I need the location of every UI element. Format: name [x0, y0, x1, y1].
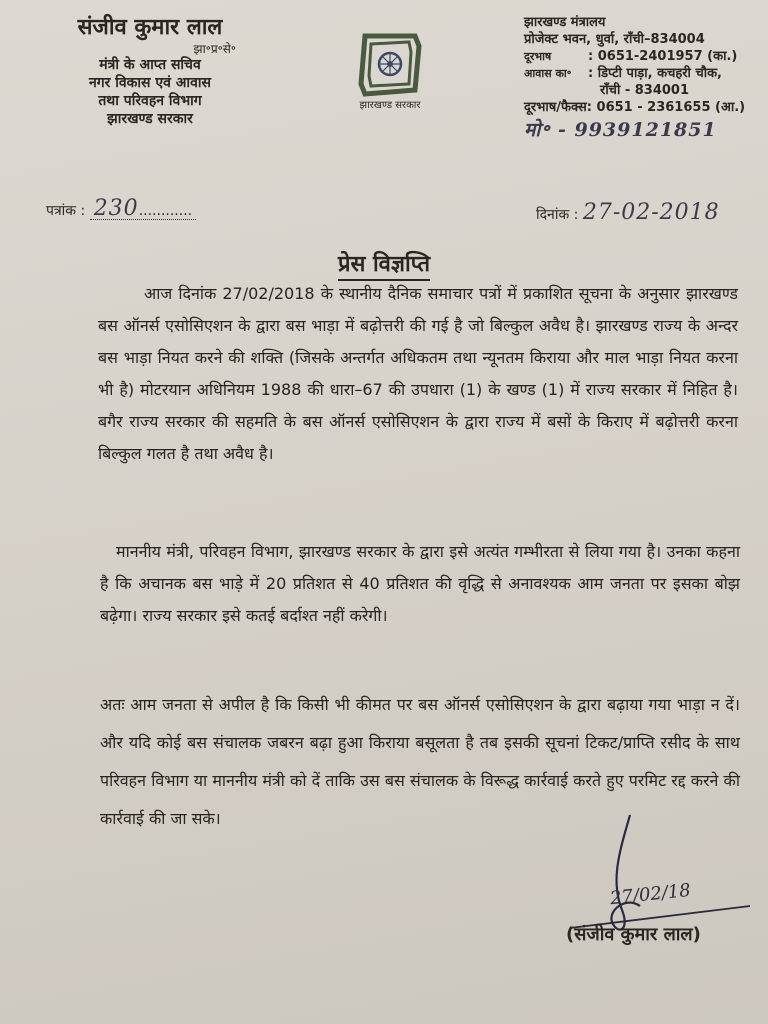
sender-government: झारखण्ड सरकार	[107, 111, 193, 127]
contact-header	[524, 14, 760, 139]
handwritten-mobile: मो॰ - 9939121851	[524, 119, 717, 141]
emblem-caption: झारखण्ड सरकार	[359, 100, 421, 111]
sender-name: संजीव कुमार लाल	[77, 15, 223, 40]
sender-header	[50, 14, 250, 128]
date-label: दिनांक :	[536, 207, 579, 223]
paragraph-1: आज दिनांक 27/02/2018 के स्थानीय दैनिक समाचार पत्रों में प्रकाशित सूचना के अनुसार झारखण्ड बस ऑनर्स एसोसिएशन के द्वारा बस भाड़ा में बढ़ोत्तरी की गई है जो बिल्कुल अवैध है। झारखण्ड राज्य के अन्दर बस भाड़ा नियत करने की शक्ति (जिसके अन्तर्गत अधिकतम तथा न्यूनतम किराया और माल भाड़ा नियत करना भी है) मोटरयान अधिनियम 1988 की धारा–67 की उपधारा (1) के खण्ड (1) में राज्य सरकार में निहित है। बगैर राज्य सरकार की सहमति के बस ऑनर्स एसोसिएशन के द्वारा राज्य में बसों के किराए में बढ़ोत्तरी करना बिल्कुल गलत है तथा अवैध है।	[98, 284, 738, 463]
paragraph-2: माननीय मंत्री, परिवहन विभाग, झारखण्ड सरकार के द्वारा इसे अत्यंत गम्भीरता से लिया गया है। उनका कहना है कि अचानक बस भाड़े में 20 प्रतिशत से 40 प्रतिशत की वृद्धि से अनावश्यक आम जनता पर इसका बोझ बढ़ेगा। राज्य सरकार इसे कतई बर्दाश्त नहीं करेगी।	[100, 542, 740, 625]
sender-service: झा॰प्र॰से॰	[193, 42, 236, 56]
document-date	[536, 200, 720, 225]
residence-address: आवास का॰ : डिप्टी पाड़ा, कचहरी चौक,	[524, 66, 722, 81]
sender-designation: मंत्री के आप्त सचिव	[99, 57, 201, 73]
sender-department-1: नगर विकास एवं आवास	[89, 75, 211, 91]
office-phone: दूरभाष : 0651-2401957 (का.)	[524, 49, 738, 64]
signatory-name: (संजीव कुमार लाल)	[566, 924, 701, 945]
sender-department-2: तथा परिवहन विभाग	[98, 93, 202, 109]
reference-value: 230	[93, 196, 139, 221]
government-emblem	[350, 32, 430, 120]
office-address: प्रोजेक्ट भवन, धुर्वा, राँची–834004	[524, 32, 705, 47]
document-title: प्रेस विज्ञप्ति	[0, 248, 768, 278]
date-value: 27-02-2018	[582, 200, 720, 225]
signature-date: 27/02/18	[609, 879, 692, 910]
fax-number: दूरभाष/फैक्स: 0651 - 2361655 (आ.)	[524, 100, 746, 115]
residence-city: राँची - 834001	[600, 83, 690, 98]
ministry-name: झारखण्ड मंत्रालय	[524, 15, 606, 30]
reference-label: पत्रांक :	[46, 203, 86, 219]
jharkhand-emblem-icon	[357, 32, 423, 98]
paragraph-3: अतः आम जनता से अपील है कि किसी भी कीमत पर बस ऑनर्स एसोसिएशन के द्वारा बढ़ाया गया भाड़ा न दें। और यदि कोई बस संचालक जबरन बढ़ा हुआ किराया बसूलता है तब इसकी सूचनां टिकट/प्राप्ति रसीद के साथ परिवहन विभाग या माननीय मंत्री को दें ताकि उस बस संचालक के विरूद्ध कार्रवाई करते हुए परमिट रद्द करने की कार्रवाई की जा सके।	[100, 695, 740, 828]
reference-number: पत्रांक : 230............	[46, 196, 196, 221]
